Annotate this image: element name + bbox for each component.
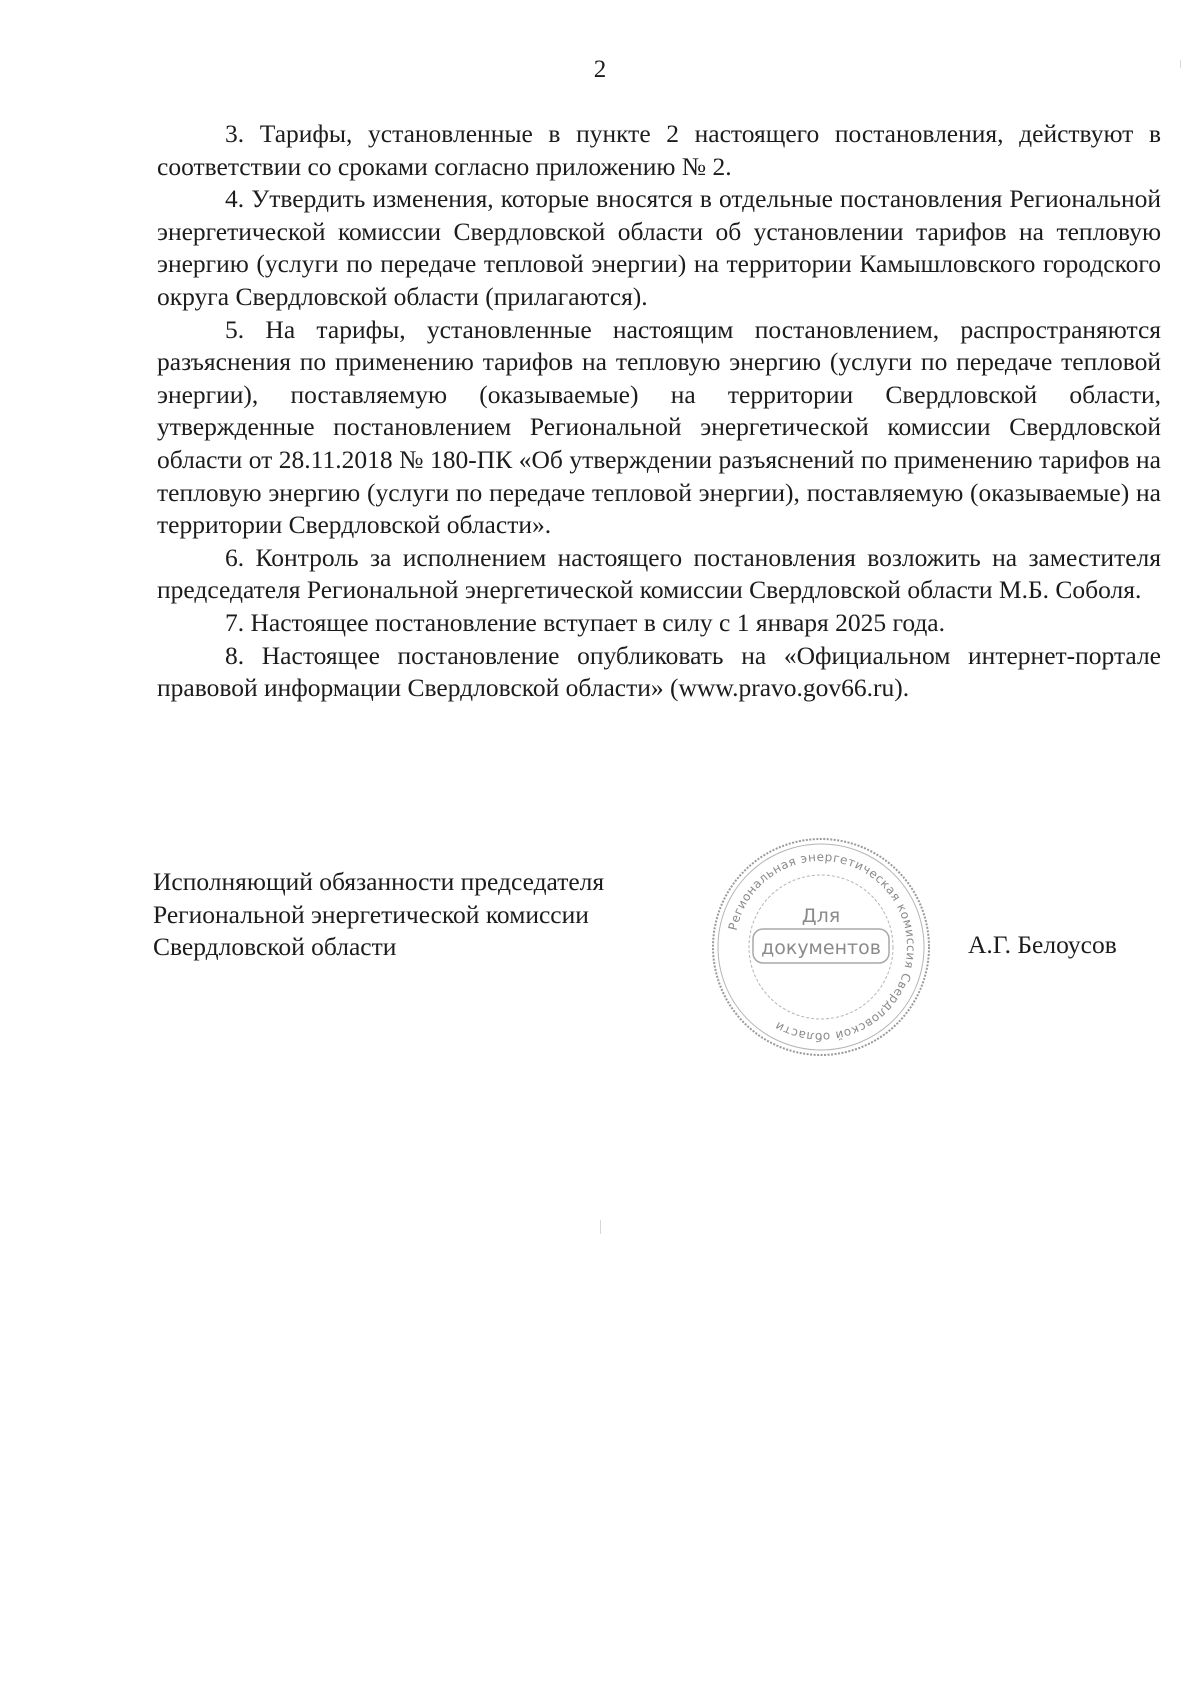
paragraph-5-clarifications: 5. На тарифы, установленные настоящим постановлением, распространяются разъяснения по применению тарифов на тепловую энергию (услуги по передаче тепловой энергии), поставляемую (оказываемые) на территории Свердловской области, утвержденные постановлением Региональной энергетической комиссии Свердловской области от 28.11.2018 № 180-ПК «Об утверждении разъяснений по применению тарифов на тепловую энергию (услуги по передаче тепловой энергии), поставляемую (оказываемые) на территории Свердловской области». (157, 314, 1161, 540)
signatory-position (153, 866, 713, 964)
seal-ring-text: Региональная энергетическая комиссия Свердловской области (725, 849, 919, 1045)
seal-graphic (706, 832, 936, 1062)
position-line: Региональной энергетической комиссии (153, 899, 589, 929)
page-number: 2 (593, 56, 607, 83)
paragraph-4-approve-changes: 4. Утвердить изменения, которые вносятся в отдельные постановления Региональной энергетической комиссии Свердловской области об установлении тарифов на тепловую энергию (услуги по передаче тепловой энергии) на территории Камышловского городского округа Свердловской области (прилагаются). (157, 184, 1161, 311)
position-line: Свердловской области (153, 932, 397, 962)
seal-center-line-2: документов (761, 937, 881, 959)
official-seal (706, 832, 936, 1062)
paragraph-7-effective-date: 7. Настоящее постановление вступает в силу с 1 января 2025 года. (225, 607, 946, 637)
document-body (157, 118, 1161, 705)
seal-center-line-1: Для (801, 905, 841, 927)
scan-artifact (600, 1220, 601, 1234)
paragraph-8-publication: 8. Настоящее постановление опубликовать на «Официальном интернет-портале правовой информации Свердловской области» (www.pravo.gov66.ru). (157, 640, 1161, 703)
scan-artifact (1180, 60, 1181, 68)
paragraph-6-control: 6. Контроль за исполнением настоящего постановления возложить на заместителя председателя Региональной энергетической комиссии Свердловской области М.Б. Соболя. (157, 542, 1161, 605)
paragraph-3-tariff-terms: 3. Тарифы, установленные в пункте 2 настоящего постановления, действуют в соответствии со сроками согласно приложению № 2. (157, 119, 1161, 181)
signer-name: А.Г. Белоусов (968, 930, 1117, 959)
position-line: Исполняющий обязанности председателя (153, 867, 605, 896)
